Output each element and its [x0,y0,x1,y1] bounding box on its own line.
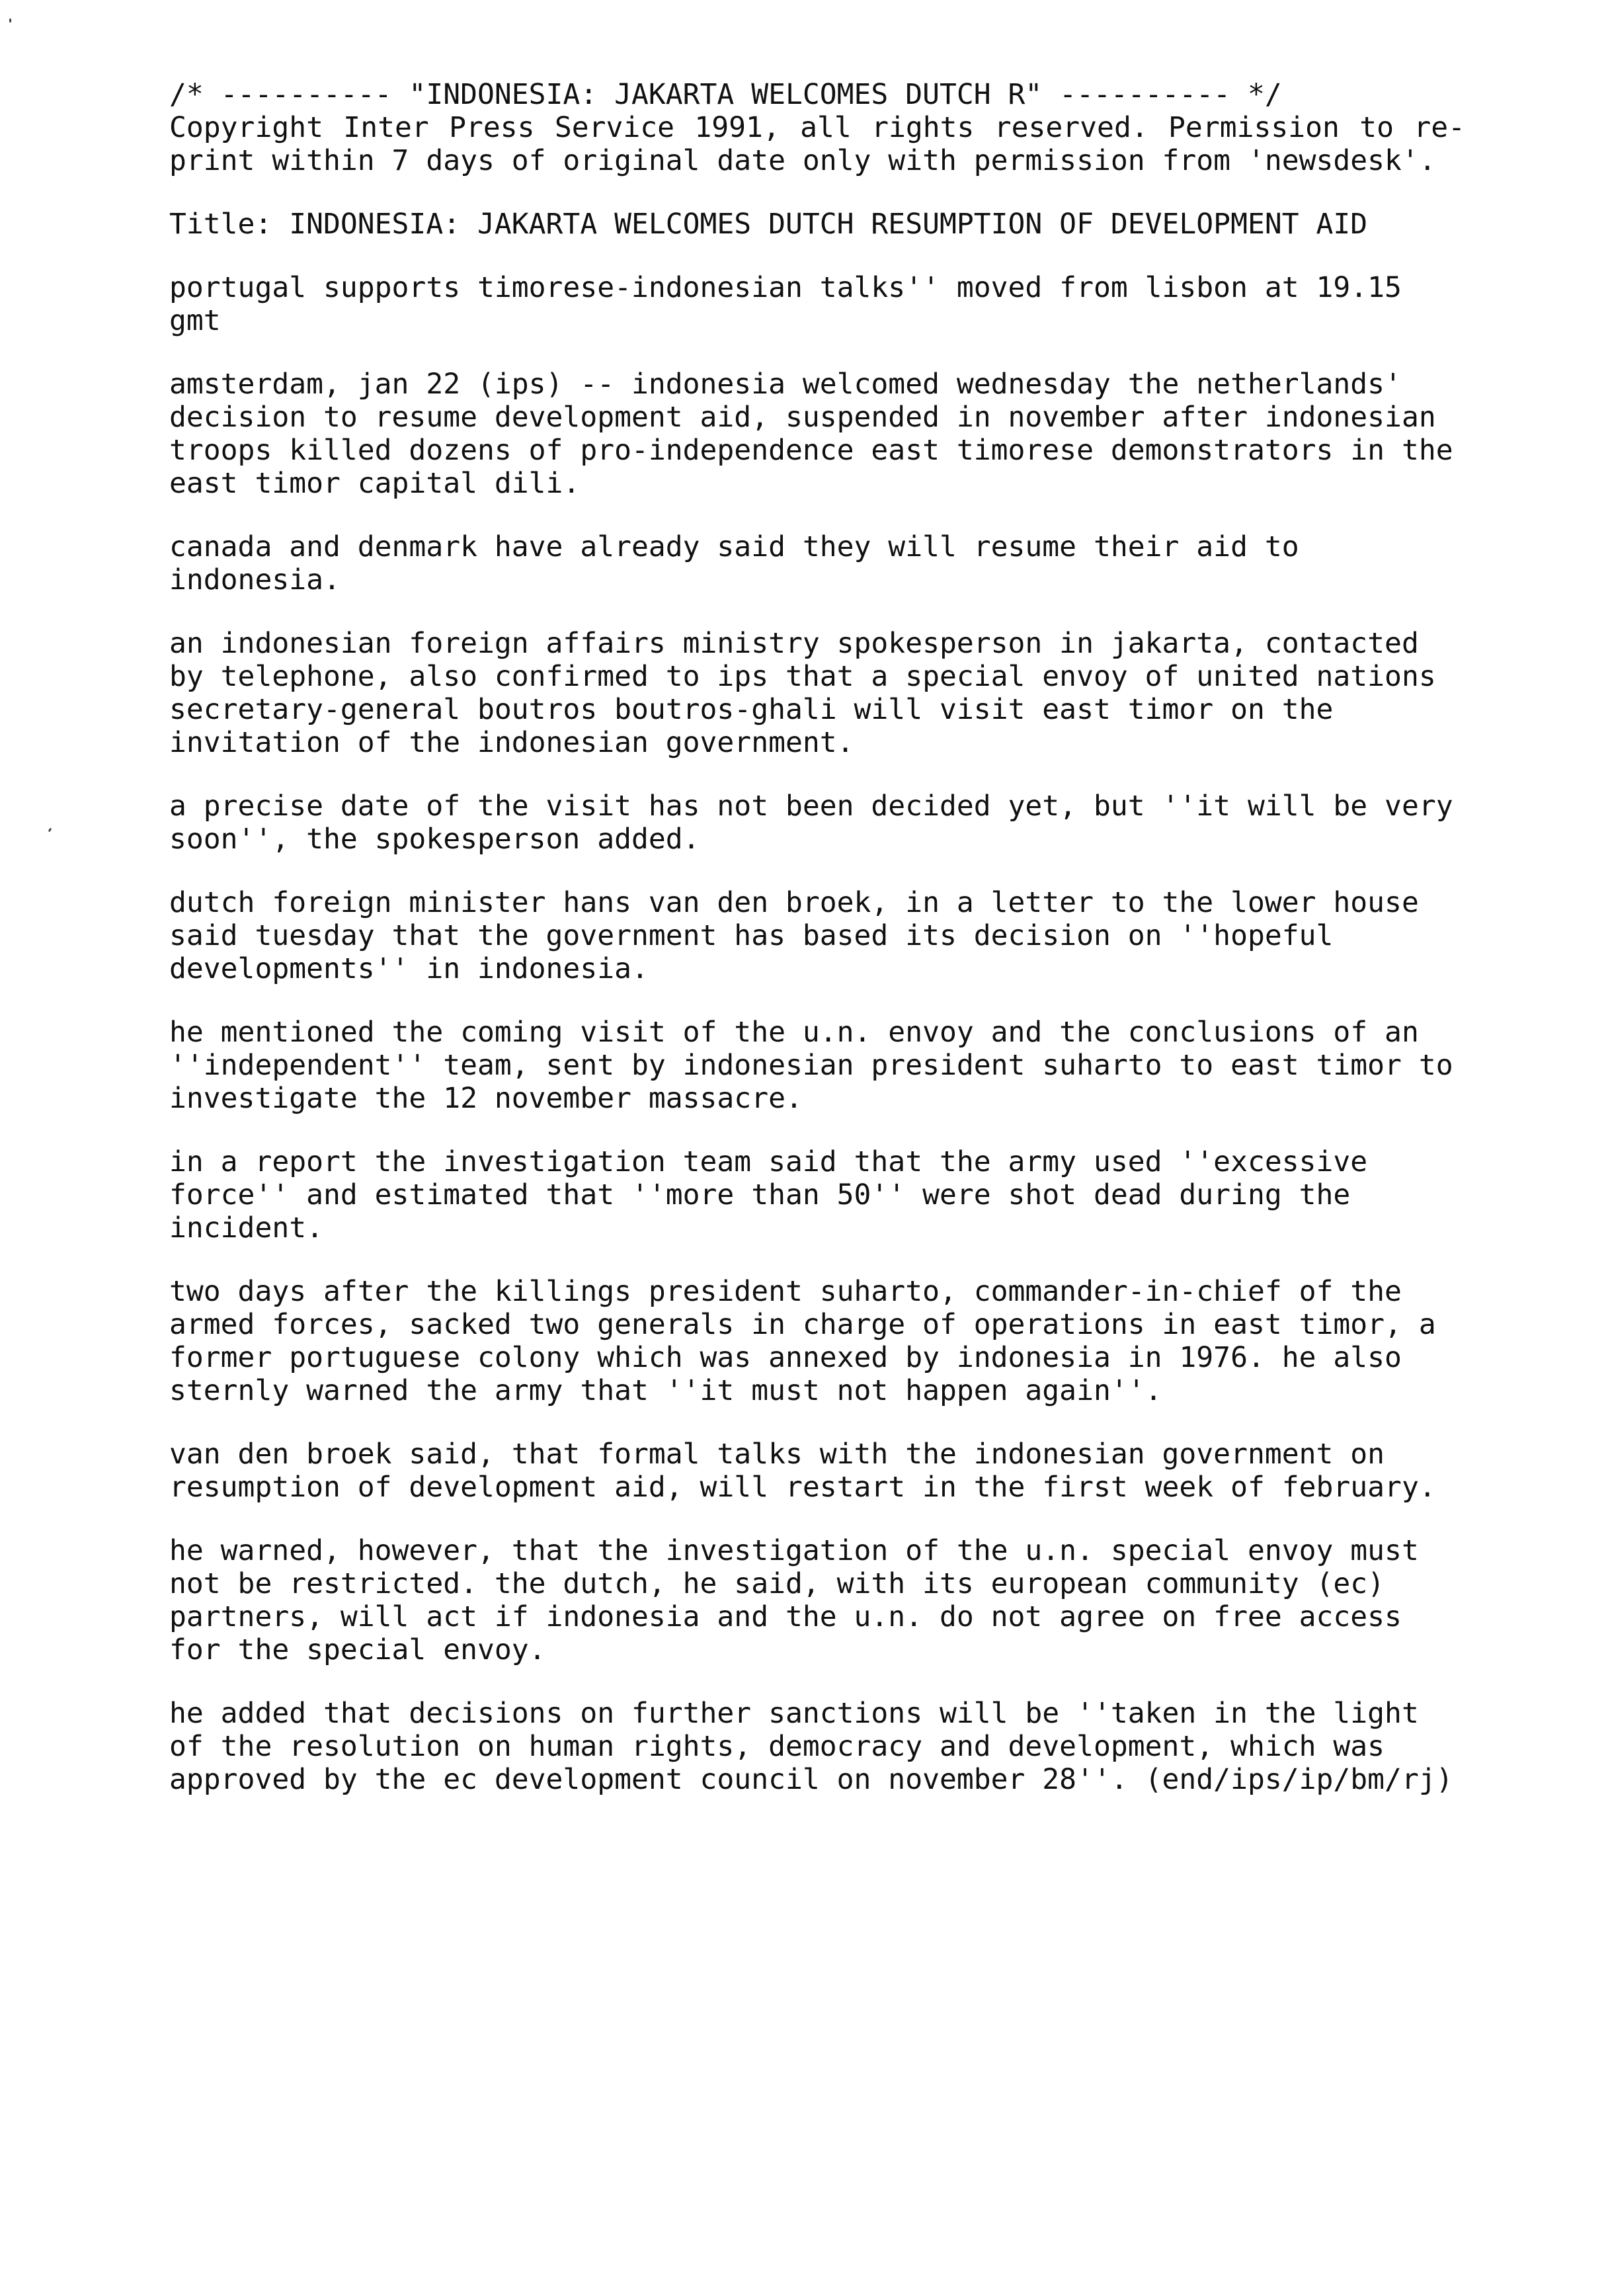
document-header: /* ---------- "INDONESIA: JAKARTA WELCOMES DUTCH R" ---------- */ [169,78,1282,111]
paragraph-8: in a report the investigation team said that the army used ''excessive force'' and estimated that ''more than 50'' were shot dead during the incident. [169,1145,1368,1245]
scan-speck [48,828,52,833]
scan-speck [9,19,11,22]
paragraph-2: amsterdam, jan 22 (ips) -- indonesia welcomed wednesday the netherlands' decision to resume development aid, suspended in november after indonesian troops killed dozens of pro-independence east timorese demonstrators in the east timor capital dili. [169,368,1453,500]
paragraph-5: a precise date of the visit has not been decided yet, but ''it will be very soon'', the spokesperson added. [169,790,1453,856]
paragraph-6: dutch foreign minister hans van den broek, in a letter to the lower house said tuesday that the government has based its decision on ''hopeful developments'' in indonesia. [169,886,1419,985]
paragraph-7: he mentioned the coming visit of the u.n. envoy and the conclusions of an ''independent'' team, sent by indonesian president suharto to east timor to investigate the 12 november massacre. [169,1016,1453,1115]
document-title: Title: INDONESIA: JAKARTA WELCOMES DUTCH RESUMPTION OF DEVELOPMENT AID [169,208,1368,241]
paragraph-1: portugal supports timorese-indonesian talks'' moved from lisbon at 19.15 gmt [169,271,1402,337]
copyright-notice: Copyright Inter Press Service 1991, all rights reserved. Permission to re-print within 7 days of original date only with permission from 'newsdesk'. [169,111,1465,177]
paragraph-3: canada and denmark have already said they will resume their aid to indonesia. [169,530,1299,596]
paragraph-10: van den broek said, that formal talks with the indonesian government on resumption of development aid, will restart in the first week of february. [169,1438,1436,1504]
paragraph-12: he added that decisions on further sanctions will be ''taken in the light of the resolution on human rights, democracy and development, which was approved by the ec development council on november 28''. (end/ips/ip/bm/rj) [169,1697,1453,1796]
paragraph-9: two days after the killings president suharto, commander-in-chief of the armed forces, sacked two generals in charge of operations in east timor, a former portuguese colony which was annexed by indonesia in 1976. he also sternly warned the army that ''it must not happen again''. [169,1275,1436,1407]
paragraph-4: an indonesian foreign affairs ministry spokesperson in jakarta, contacted by telephone, also confirmed to ips that a special envoy of united nations secretary-general boutros boutros-ghali will visit east timor on the invitation of the indonesian government. [169,627,1436,759]
paragraph-11: he warned, however, that the investigation of the u.n. special envoy must not be restricted. the dutch, he said, with its european community (ec) partners, will act if indonesia and the u.n. do not agree on free access for the special envoy. [169,1534,1419,1666]
document-page [169,78,1465,1826]
spacer [169,177,1465,208]
